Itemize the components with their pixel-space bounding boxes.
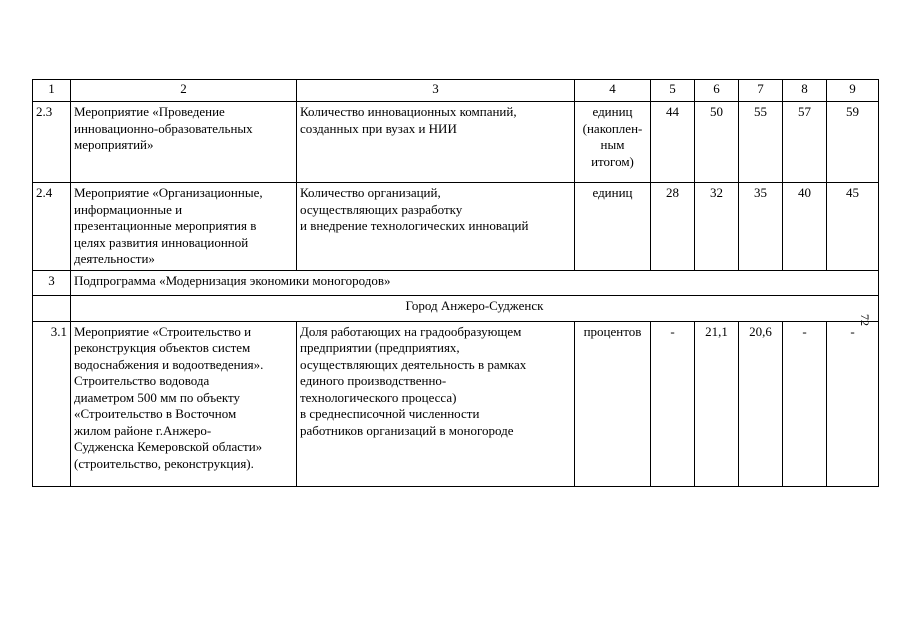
text-line: и внедрение технологических инноваций — [300, 218, 529, 233]
header-cell: 3 — [297, 80, 575, 102]
unit-line: (накоплен- — [582, 120, 643, 136]
value-cell: 50 — [695, 102, 739, 183]
event-cell — [71, 183, 297, 271]
text-line: презентационные мероприятия в — [74, 218, 257, 233]
value-cell: 55 — [739, 102, 783, 183]
table-row — [33, 321, 879, 486]
text-line: информационные и — [74, 201, 183, 217]
value-cell: 59 — [827, 102, 879, 183]
text-line: целях развития инновационной — [74, 234, 249, 250]
text-line: (строительство, реконструкция). — [74, 455, 254, 471]
text-line: Мероприятие «Строительство и — [74, 323, 252, 339]
row-number: 2.4 — [33, 183, 71, 271]
header-cell: 9 — [827, 80, 879, 102]
value-cell: - — [827, 321, 879, 486]
text-line: технологического процесса) — [300, 389, 457, 405]
text-line: деятельности» — [74, 251, 155, 266]
text-line: осуществляющих разработку — [300, 201, 463, 217]
text-line: Судженска Кемеровской области» — [74, 439, 263, 454]
header-cell: 4 — [575, 80, 651, 102]
text-line: «Строительство в Восточном — [74, 406, 237, 421]
row-number: 3.1 — [33, 321, 71, 486]
unit-cell — [575, 102, 651, 183]
value-cell: 32 — [695, 183, 739, 271]
row-number: 3 — [33, 270, 71, 295]
unit-line: ным — [600, 137, 625, 152]
text-line: осуществляющих деятельность в рамках — [300, 356, 527, 372]
indicator-cell — [297, 183, 575, 271]
header-row — [33, 80, 879, 102]
indicator-cell: Количество инновационных компаний, созданных при вузах и НИИ — [297, 102, 575, 183]
program-table — [32, 79, 879, 487]
text-line: предприятии (предприятиях, — [300, 340, 460, 355]
header-cell: 6 — [695, 80, 739, 102]
unit-cell: единиц — [575, 183, 651, 271]
value-cell: 45 — [827, 183, 879, 271]
subprogram-title: Подпрограмма «Модернизация экономики моногородов» — [71, 270, 879, 295]
text-line: диаметром 500 мм по объекту — [74, 389, 241, 405]
subprogram-row — [33, 270, 879, 295]
unit-cell: процентов — [575, 321, 651, 486]
text-line: Количество организаций, — [300, 185, 441, 200]
value-cell: - — [783, 321, 827, 486]
value-cell: 44 — [651, 102, 695, 183]
text-line: реконструкция объектов систем — [74, 340, 251, 355]
row-number: 2.3 — [33, 102, 71, 183]
text-line: в среднесписочной численности — [300, 406, 480, 421]
city-row — [33, 295, 879, 321]
text-line: работников организаций в моногороде — [300, 422, 514, 438]
header-cell: 1 — [33, 80, 71, 102]
header-cell: 2 — [71, 80, 297, 102]
value-cell: 35 — [739, 183, 783, 271]
text-line: Строительство водовода — [74, 373, 210, 388]
text-line: Доля работающих на градообразующем — [300, 323, 522, 339]
header-cell: 5 — [651, 80, 695, 102]
event-cell: Мероприятие «Проведение инновационно-образовательных мероприятий» — [71, 102, 297, 183]
city-title: Город Анжеро-Судженск — [71, 295, 879, 321]
text-line: жилом районе г.Анжеро- — [74, 422, 212, 438]
value-cell: 20,6 — [739, 321, 783, 486]
page-number: 72 — [858, 314, 872, 326]
unit-line: итогом) — [591, 153, 634, 169]
value-cell: 57 — [783, 102, 827, 183]
text-line: Мероприятие «Организационные, — [74, 185, 263, 200]
text-line: единого производственно- — [300, 373, 447, 388]
text-line: водоснабжения и водоотведения». — [74, 356, 264, 372]
value-cell: 21,1 — [695, 321, 739, 486]
unit-line: единиц — [592, 104, 633, 119]
table-row — [33, 102, 879, 183]
value-cell: - — [651, 321, 695, 486]
value-cell: 28 — [651, 183, 695, 271]
header-cell: 7 — [739, 80, 783, 102]
empty-cell — [33, 295, 71, 321]
value-cell: 40 — [783, 183, 827, 271]
header-cell: 8 — [783, 80, 827, 102]
event-cell — [71, 321, 297, 486]
indicator-cell — [297, 321, 575, 486]
table-row — [33, 183, 879, 271]
